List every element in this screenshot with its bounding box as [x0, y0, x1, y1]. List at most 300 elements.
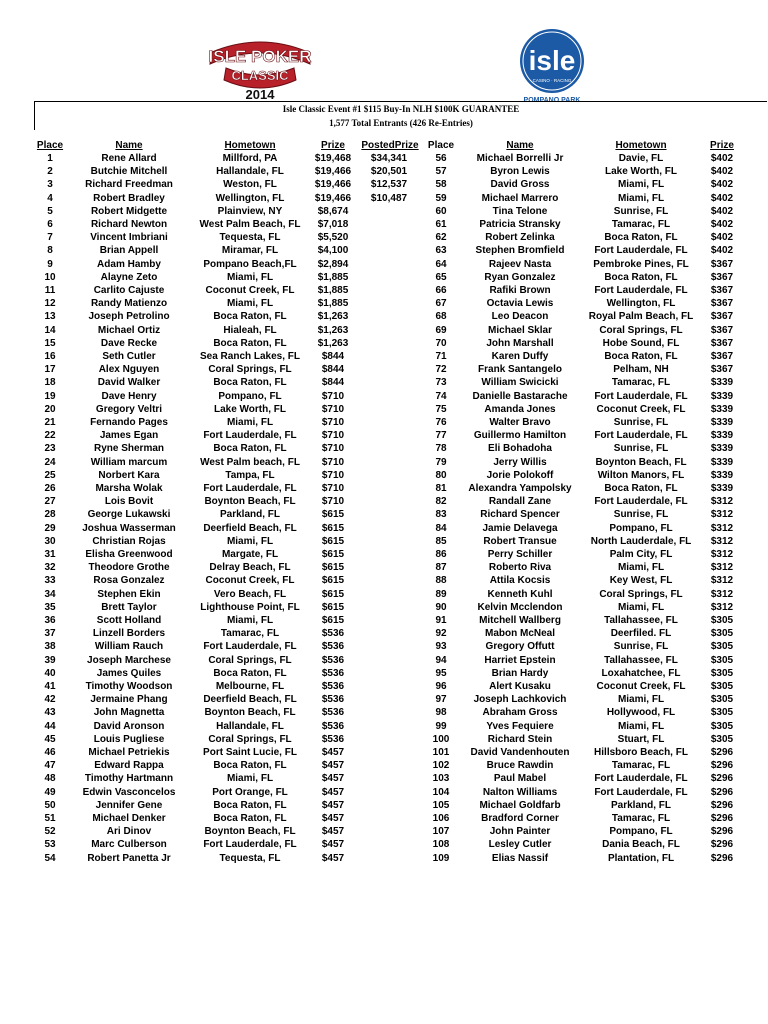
table-row	[420, 376, 768, 389]
cell-prize: $402	[710, 153, 734, 164]
table-row	[420, 640, 768, 653]
cell-name: Karen Duffy	[491, 351, 549, 362]
cell-prize: $305	[710, 615, 734, 626]
cell-name: Danielle Bastarache	[472, 390, 568, 402]
cell-posted-prize: $10,487	[370, 192, 408, 204]
table-row	[420, 720, 768, 733]
cell-hometown: Fort Lauderdale, FL	[594, 430, 688, 442]
cell-place: 67	[435, 298, 447, 310]
table-row	[0, 680, 430, 693]
table-row	[420, 442, 768, 455]
cell-place: 85	[435, 535, 447, 547]
cell-hometown: Hobe Sound, FL	[602, 337, 680, 349]
cell-name: Richard Freedman	[85, 179, 173, 191]
cell-prize: $710	[321, 390, 345, 402]
table-row	[0, 482, 430, 495]
cell-place: 4	[47, 192, 53, 204]
table-header-right	[420, 139, 768, 152]
cell-prize: $19,466	[314, 166, 352, 178]
cell-name: Bradford Corner	[481, 813, 559, 824]
table-row	[420, 218, 768, 231]
cell-name: Marc Culberson	[91, 839, 167, 851]
cell-name: Joshua Wasserman	[82, 522, 176, 534]
cell-prize: $339	[710, 417, 734, 428]
table-row	[0, 627, 430, 640]
cell-name: Abraham Gross	[482, 707, 558, 719]
cell-prize: $710	[321, 469, 345, 481]
cell-place: 6	[47, 219, 53, 230]
cell-name: Leo Deacon	[491, 311, 549, 323]
table-row	[0, 574, 430, 587]
table-row	[0, 535, 430, 548]
cell-hometown: Miami, FL	[617, 720, 665, 732]
cell-prize: $710	[321, 417, 345, 428]
cell-place: 74	[435, 390, 447, 402]
cell-hometown: Pompano, FL	[609, 522, 673, 534]
table-row	[0, 614, 430, 627]
cell-name: Rosa Gonzalez	[93, 575, 165, 587]
cell-name: Octavia Lewis	[486, 298, 554, 310]
cell-hometown: Coral Springs, FL	[208, 733, 292, 745]
table-row	[420, 178, 768, 191]
cell-hometown: Millford, PA	[222, 153, 278, 164]
table-row	[0, 772, 430, 785]
cell-prize: $710	[321, 430, 345, 442]
cell-prize: $1,885	[317, 271, 349, 283]
table-row	[420, 772, 768, 785]
cell-hometown: Tamarac, FL	[220, 628, 280, 640]
table-row	[420, 627, 768, 640]
cell-place: 75	[435, 403, 447, 415]
table-row	[420, 574, 768, 587]
cell-posted-prize: $12,537	[370, 179, 408, 191]
cell-prize: $305	[710, 628, 734, 640]
cell-hometown: Key West, FL	[609, 575, 673, 587]
cell-name: Richard Stein	[487, 733, 553, 745]
cell-prize: $1,263	[317, 311, 349, 323]
cell-hometown: Boca Raton, FL	[213, 760, 287, 772]
cell-name: William Rauch	[94, 641, 164, 653]
cell-place: 38	[44, 641, 56, 653]
table-row	[0, 667, 430, 680]
cell-prize: $305	[710, 707, 734, 719]
cell-prize: $367	[710, 311, 734, 323]
table-row	[0, 733, 430, 746]
cell-hometown: Miami, FL	[617, 179, 665, 191]
cell-prize: $402	[710, 205, 734, 217]
cell-prize: $296	[710, 826, 734, 838]
cell-prize: $615	[321, 562, 345, 574]
table-row	[420, 667, 768, 680]
table-row	[420, 614, 768, 627]
cell-name: Fernando Pages	[90, 417, 168, 428]
cell-place: 26	[44, 483, 56, 494]
table-row	[420, 165, 768, 178]
table-row	[420, 284, 768, 297]
table-row	[420, 310, 768, 323]
table-row	[420, 482, 768, 495]
cell-place: 21	[44, 417, 56, 428]
cell-name: Stephen Ekin	[97, 588, 161, 600]
cell-name: Rene Allard	[101, 153, 157, 164]
cell-hometown: Miami, FL	[226, 615, 274, 626]
cell-hometown: Lake Worth, FL	[604, 166, 678, 178]
cell-prize: $296	[710, 839, 734, 851]
cell-prize: $536	[321, 667, 345, 679]
cell-place: 78	[435, 443, 447, 455]
table-row	[0, 178, 430, 191]
cell-prize: $710	[321, 483, 345, 494]
cell-prize: $457	[321, 786, 345, 798]
cell-prize: $7,018	[317, 219, 349, 230]
table-row	[0, 337, 430, 350]
cell-prize: $339	[710, 377, 734, 389]
table-row	[420, 508, 768, 521]
cell-hometown: Boca Raton, FL	[213, 443, 287, 455]
cell-hometown: Pembroke Pines, FL	[593, 258, 689, 270]
cell-hometown: Fort Lauderdale, FL	[203, 483, 297, 494]
cell-prize: $339	[710, 469, 734, 481]
cell-place: 105	[432, 799, 450, 811]
cell-hometown: Miramar, FL	[221, 245, 279, 257]
cell-prize: $1,885	[317, 298, 349, 310]
table-row	[0, 561, 430, 574]
cell-prize: $296	[710, 799, 734, 811]
cell-place: 109	[432, 852, 450, 864]
cell-name: Paul Mabel	[493, 773, 547, 785]
table-row	[0, 508, 430, 521]
cell-hometown: Boynton Beach, FL	[204, 496, 296, 508]
table-row	[420, 416, 768, 429]
cell-place: 31	[44, 549, 56, 560]
cell-place: 100	[432, 733, 450, 745]
cell-hometown: Fort Lauderdale, FL	[594, 496, 688, 508]
cell-place: 101	[432, 747, 450, 758]
cell-name: Joseph Marchese	[87, 654, 171, 666]
cell-prize: $339	[710, 456, 734, 468]
cell-hometown: Miami, FL	[226, 271, 274, 283]
table-row	[0, 469, 430, 482]
cell-prize: $312	[710, 509, 734, 521]
cell-place: 76	[435, 417, 447, 428]
cell-name: William Swicicki	[481, 377, 559, 389]
cell-prize: $8,674	[317, 205, 349, 217]
logo-brand: isle	[528, 45, 576, 76]
cell-hometown: Boynton Beach, FL	[204, 707, 296, 719]
cell-name: Patricia Stransky	[479, 219, 561, 230]
cell-place: 95	[435, 667, 447, 679]
cell-place: 36	[44, 615, 56, 626]
cell-hometown: Loxahatchee, FL	[601, 667, 681, 679]
cell-hometown: Tamarac, FL	[611, 813, 671, 824]
cell-name: Rafiki Brown	[489, 285, 551, 296]
table-row	[420, 601, 768, 614]
cell-prize: $457	[321, 839, 345, 851]
cell-hometown: Miami, FL	[617, 694, 665, 706]
cell-hometown: Boca Raton, FL	[213, 311, 287, 323]
cell-prize: $615	[321, 575, 345, 587]
cell-place: 9	[47, 258, 53, 270]
cell-prize: $19,466	[314, 179, 352, 191]
cell-prize: $296	[710, 760, 734, 772]
cell-place: 5	[47, 205, 53, 217]
cell-place: 99	[435, 720, 447, 732]
cell-hometown: Sunrise, FL	[613, 509, 669, 521]
table-row	[0, 376, 430, 389]
cell-hometown: Boca Raton, FL	[604, 232, 678, 244]
cell-name: David Gross	[490, 179, 550, 191]
cell-name: Ryan Gonzalez	[484, 271, 556, 283]
cell-prize: $402	[710, 232, 734, 244]
table-row	[420, 786, 768, 799]
cell-hometown: Boca Raton, FL	[213, 377, 287, 389]
cell-place: 41	[44, 681, 56, 692]
cell-place: 49	[44, 786, 56, 798]
cell-hometown: North Lauderdale, FL	[590, 535, 692, 547]
table-row	[420, 297, 768, 310]
cell-prize: $402	[710, 179, 734, 191]
table-row	[0, 403, 430, 416]
cell-prize: $844	[321, 377, 345, 389]
cell-prize: $615	[321, 615, 345, 626]
table-row	[0, 825, 430, 838]
cell-place: 88	[435, 575, 447, 587]
cell-name: Richard Spencer	[480, 509, 560, 521]
cell-name: Frank Santangelo	[478, 364, 562, 376]
cell-name: Joseph Petrolino	[88, 311, 170, 323]
cell-hometown: Boca Raton, FL	[213, 667, 287, 679]
cell-prize: $305	[710, 641, 734, 653]
cell-prize: $312	[710, 562, 734, 574]
cell-place: 46	[44, 747, 56, 758]
table-row	[420, 522, 768, 535]
table-row	[420, 469, 768, 482]
cell-prize: $296	[710, 747, 734, 758]
cell-place: 42	[44, 694, 56, 706]
cell-place: 16	[44, 351, 56, 362]
cell-name: Louis Pugliese	[93, 733, 165, 745]
cell-place: 66	[435, 285, 447, 296]
cell-name: Robert Midgette	[90, 205, 168, 217]
cell-hometown: Boca Raton, FL	[604, 483, 678, 494]
cell-name: William marcum	[90, 456, 168, 468]
header-name: Name	[115, 140, 143, 151]
table-row	[0, 588, 430, 601]
cell-place: 106	[432, 813, 450, 824]
cell-hometown: Port Saint Lucie, FL	[203, 747, 297, 758]
cell-posted-prize: $34,341	[370, 153, 408, 164]
cell-hometown: Port Orange, FL	[212, 786, 288, 798]
results-table-right	[420, 139, 768, 879]
logo-location: POMPANO PARK	[523, 97, 581, 104]
cell-place: 87	[435, 562, 447, 574]
cell-hometown: Boca Raton, FL	[604, 271, 678, 283]
cell-hometown: Sunrise, FL	[613, 443, 669, 455]
cell-place: 84	[435, 522, 447, 534]
table-row	[420, 561, 768, 574]
cell-hometown: Tallahassee, FL	[604, 654, 678, 666]
cell-hometown: Pompano, FL	[218, 390, 282, 402]
header-place: Place	[36, 140, 64, 151]
cell-hometown: Parkland, FL	[610, 799, 672, 811]
cell-prize: $536	[321, 681, 345, 692]
cell-hometown: Pompano Beach,FL	[203, 258, 297, 270]
table-row	[420, 535, 768, 548]
cell-name: Jorie Polokoff	[486, 469, 554, 481]
cell-place: 61	[435, 219, 447, 230]
cell-prize: $312	[710, 496, 734, 508]
cell-place: 79	[435, 456, 447, 468]
table-row	[420, 363, 768, 376]
table-row	[0, 324, 430, 337]
cell-hometown: Fort Lauderdale, FL	[594, 390, 688, 402]
cell-prize: $710	[321, 443, 345, 455]
cell-prize: $296	[710, 813, 734, 824]
cell-name: James Egan	[99, 430, 159, 442]
cell-name: Guillermo Hamilton	[473, 430, 567, 442]
cell-name: Tina Telone	[492, 205, 548, 217]
event-title: Isle Classic Event #1 $115 Buy-In NLH $100K GUARANTEE	[282, 104, 520, 114]
cell-prize: $367	[710, 351, 734, 362]
cell-hometown: Hillsboro Beach, FL	[594, 747, 688, 758]
cell-hometown: West Palm Beach, FL	[199, 219, 301, 230]
cell-place: 45	[44, 733, 56, 745]
cell-prize: $5,520	[317, 232, 349, 244]
table-row	[0, 152, 430, 165]
cell-prize: $367	[710, 258, 734, 270]
table-row	[420, 838, 768, 851]
cell-name: Richard Newton	[90, 219, 168, 230]
cell-name: Adam Hamby	[97, 258, 161, 270]
cell-prize: $367	[710, 324, 734, 336]
cell-place: 7	[47, 232, 53, 244]
cell-hometown: Boca Raton, FL	[213, 799, 287, 811]
cell-prize: $296	[710, 786, 734, 798]
cell-prize: $367	[710, 337, 734, 349]
isle-poker-classic-logo	[204, 38, 316, 102]
cell-prize: $305	[710, 667, 734, 679]
cell-hometown: Parkland, FL	[219, 509, 281, 521]
cell-name: Lesley Cutler	[488, 839, 552, 851]
cell-hometown: Tamarac, FL	[611, 760, 671, 772]
table-row	[0, 271, 430, 284]
cell-place: 39	[44, 654, 56, 666]
cell-prize: $367	[710, 285, 734, 296]
table-row	[0, 812, 430, 825]
table-row	[0, 284, 430, 297]
cell-hometown: Coral Springs, FL	[599, 324, 683, 336]
cell-prize: $1,885	[317, 285, 349, 296]
cell-hometown: Boca Raton, FL	[604, 351, 678, 362]
cell-name: Linzell Borders	[92, 628, 166, 640]
cell-place: 53	[44, 839, 56, 851]
cell-hometown: Boynton Beach, FL	[204, 826, 296, 838]
cell-place: 29	[44, 522, 56, 534]
table-row	[0, 746, 430, 759]
cell-place: 94	[435, 654, 447, 666]
table-row	[0, 442, 430, 455]
cell-name: Dave Henry	[101, 390, 157, 402]
cell-hometown: Delray Beach, FL	[209, 562, 291, 574]
table-row	[420, 825, 768, 838]
cell-name: Jermaine Phang	[90, 694, 168, 706]
cell-hometown: Miami, FL	[226, 535, 274, 547]
cell-hometown: Coral Springs, FL	[208, 364, 292, 376]
cell-place: 14	[44, 324, 56, 336]
table-row	[0, 244, 430, 257]
cell-prize: $457	[321, 813, 345, 824]
cell-prize: $305	[710, 733, 734, 745]
cell-name: Roberto Riva	[488, 562, 552, 574]
cell-place: 54	[44, 852, 56, 864]
cell-prize: $615	[321, 549, 345, 560]
cell-prize: $339	[710, 390, 734, 402]
cell-place: 63	[435, 245, 447, 257]
table-row	[0, 297, 430, 310]
logo-year: 2014	[245, 87, 275, 102]
cell-hometown: Palm City, FL	[609, 549, 673, 560]
cell-place: 8	[47, 245, 53, 257]
cell-place: 96	[435, 681, 447, 692]
table-row	[0, 165, 430, 178]
cell-hometown: Sunrise, FL	[613, 641, 669, 653]
cell-place: 13	[44, 311, 56, 323]
cell-name: Vincent Imbriani	[90, 232, 168, 244]
cell-prize: $536	[321, 720, 345, 732]
cell-place: 30	[44, 535, 56, 547]
cell-name: Alexandra Yampolsky	[468, 483, 572, 494]
cell-prize: $615	[321, 509, 345, 521]
cell-place: 77	[435, 430, 447, 442]
table-row	[0, 720, 430, 733]
cell-prize: $710	[321, 403, 345, 415]
logo-sub: CASINO · RACING	[532, 78, 572, 83]
cell-place: 28	[44, 509, 56, 521]
cell-name: Butchie Mitchell	[90, 166, 168, 178]
table-row	[420, 812, 768, 825]
cell-name: Theodore Grothe	[88, 562, 170, 574]
table-row	[420, 495, 768, 508]
cell-name: Timothy Hartmann	[84, 773, 174, 785]
table-row	[420, 192, 768, 205]
cell-name: Timothy Woodson	[85, 681, 173, 692]
isle-pompano-park-logo	[512, 28, 596, 106]
table-row	[0, 640, 430, 653]
cell-place: 52	[44, 826, 56, 838]
cell-hometown: Fort Lauderdale, FL	[203, 641, 297, 653]
header-prize: Prize	[321, 140, 345, 151]
logo-text-line1: ISLE POKER	[208, 47, 312, 66]
cell-hometown: Fort Lauderdale, FL	[203, 430, 297, 442]
cell-hometown: Lighthouse Point, FL	[200, 601, 300, 613]
cell-place: 73	[435, 377, 447, 389]
cell-hometown: Hollywood, FL	[606, 707, 676, 719]
logo-text-line2: CLASSIC	[231, 68, 289, 83]
cell-hometown: Boca Raton, FL	[213, 813, 287, 824]
entrants-count: 1,577 Total Entrants (426 Re-Entries)	[329, 118, 473, 128]
cell-prize: $536	[321, 694, 345, 706]
cell-place: 1	[47, 153, 53, 164]
table-row	[420, 680, 768, 693]
cell-prize: $339	[710, 483, 734, 494]
cell-name: Seth Cutler	[102, 351, 156, 362]
cell-hometown: Pelham, NH	[613, 364, 669, 376]
cell-name: Jamie Delavega	[482, 522, 558, 534]
table-row	[420, 205, 768, 218]
header-prize-right: Prize	[710, 140, 734, 151]
cell-place: 32	[44, 562, 56, 574]
table-row	[420, 271, 768, 284]
